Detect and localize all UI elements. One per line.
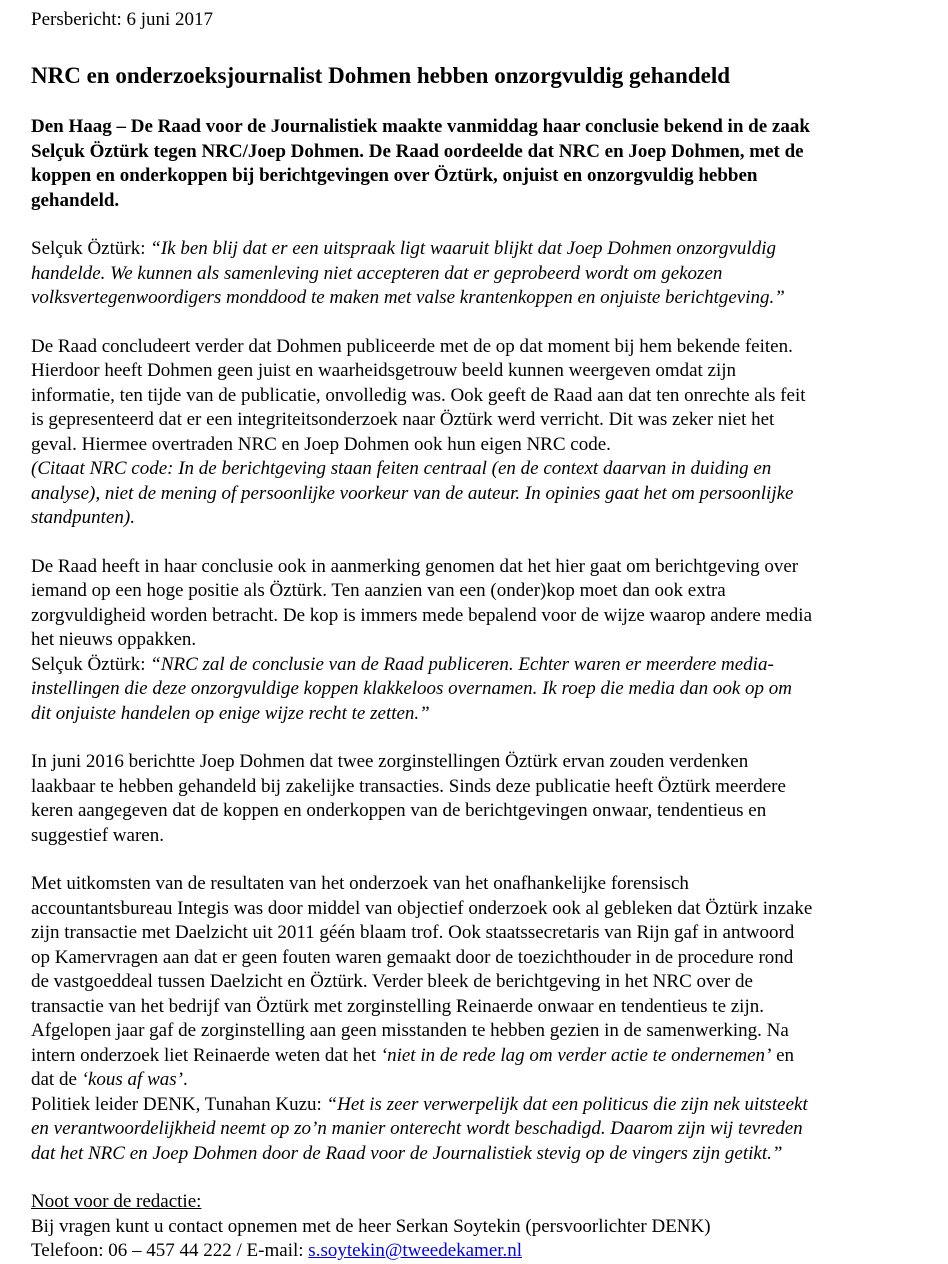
body-line: zijn transactie met Daelzicht uit 2011 géén blaam trof. Ook staatssecretaris van Rijn gaf in antwoord	[31, 922, 795, 943]
body-line: transactie van het bedrijf van Öztürk met zorginstelling Reinaerde onwaar en tendentieus te zijn.	[31, 995, 764, 1017]
lead-paragraph	[31, 115, 921, 213]
lead-line: Den Haag – De Raad voor de Journalistiek maakte vanmiddag haar conclusie bekend in de zaak	[31, 116, 810, 137]
body-line: het nieuws oppakken.	[31, 629, 197, 650]
quote-line	[31, 1093, 921, 1118]
contact-line: Bij vragen kunt u contact opnemen met de heer Serkan Soytekin (persvoorlichter DENK)	[31, 1215, 711, 1237]
body-line: laakbaar te hebben gehandeld bij zakelijke transacties. Sinds deze publicatie heeft Öztürk meerdere	[31, 775, 786, 797]
citation-line: standpunten).	[31, 507, 135, 528]
body-line: accountantsbureau Integis was door middel van objectief onderzoek ook al gebleken dat Öztürk inzake	[31, 897, 813, 919]
quote-speaker: Selçuk Öztürk:	[31, 653, 151, 675]
body-line	[31, 1068, 921, 1093]
body-line: Afgelopen jaar gaf de zorginstelling aan geen misstanden te hebben gezien in de samenwerking. Na	[31, 1020, 789, 1041]
editor-note	[31, 1190, 921, 1264]
lead-line: gehandeld.	[31, 189, 120, 211]
body-line: geval. Hiermee overtraden NRC en Joep Dohmen ook hun eigen NRC code.	[31, 433, 611, 455]
quote-line: dat het NRC en Joep Dohmen door de Raad voor de Journalistiek stevig op de vingers zijn getikt.”	[31, 1142, 783, 1164]
note-heading: Noot voor de redactie:	[31, 1191, 202, 1212]
body-line: is gepresenteerd dat er een integriteitsonderzoek naar Öztürk werd verricht. Dit was zeker niet het	[31, 409, 775, 430]
inline-quote: ‘kous af was’	[81, 1069, 183, 1090]
body-line: informatie, ten tijde van de publicatie, onvolledig was. Ook geeft de Raad aan dat ten onrechte als feit	[31, 384, 806, 406]
citation-line: analyse), niet de mening of persoonlijke voorkeur van de auteur. In opinies gaat het om persoonlijke	[31, 482, 794, 504]
paragraph-juni-2016	[31, 750, 921, 848]
quote-line: dit onjuiste handelen op enige wijze recht te zetten.”	[31, 702, 430, 724]
body-line: op Kamervragen aan dat er geen fouten waren gemaakt door de toezichthouder in de procedure rond	[31, 946, 794, 968]
body-line: Met uitkomsten van de resultaten van het onderzoek van het onafhankelijke forensisch	[31, 873, 689, 894]
body-text: intern onderzoek liet Reinaerde weten dat het	[31, 1044, 381, 1066]
body-line: iemand op een hoge positie als Öztürk. Ten aanzien van een (onder)kop moet dan ook extra	[31, 580, 726, 601]
quote-line: volksvertegenwoordigers monddood te maken met valse krantenkoppen en onjuiste berichtgeving.”	[31, 287, 785, 308]
quote-paragraph-ozturk-1	[31, 237, 921, 311]
press-release-document	[31, 8, 921, 1264]
quote-speaker: Politiek leider DENK, Tunahan Kuzu:	[31, 1093, 327, 1115]
body-text: .	[182, 1069, 188, 1090]
body-text: en	[771, 1044, 795, 1066]
phone-email-line	[31, 1239, 921, 1264]
inline-quote: ‘niet in de rede lag om verder actie te ondernemen’	[380, 1044, 772, 1066]
quote-line	[31, 653, 921, 678]
lead-line: koppen en onderkoppen bij berichtgevingen over Öztürk, onjuist en onzorgvuldig hebben	[31, 165, 758, 186]
quote-text: “NRC zal de conclusie van de Raad publiceren. Echter waren er meerdere media-	[150, 653, 774, 675]
phone-text: Telefoon: 06 – 457 44 222 / E-mail:	[31, 1240, 309, 1261]
quote-line: en verantwoordelijkheid neemt op zo’n manier onterecht wordt beschadigd. Daarom zijn wij tevreden	[31, 1118, 803, 1139]
email-link[interactable]: s.soytekin@tweedekamer.nl	[308, 1240, 523, 1261]
citation-line: (Citaat NRC code: In de berichtgeving staan feiten centraal (en de context daarvan in duiding en	[31, 458, 772, 479]
quote-text: “Ik ben blij dat er een uitspraak ligt waaruit blijkt dat Joep Dohmen onzorgvuldig	[150, 238, 776, 259]
body-line: keren aangegeven dat de koppen en onderkoppen van de berichtgevingen onwaar, tendentieus en	[31, 800, 767, 821]
body-line: In juni 2016 berichtte Joep Dohmen dat twee zorginstellingen Öztürk ervan zouden verdenken	[31, 751, 749, 772]
quote-line: handelde. We kunnen als samenleving niet accepteren dat er geprobeerd wordt om gekozen	[31, 262, 723, 284]
quote-text: “Het is zeer verwerpelijk dat een politicus die zijn nek uitsteekt	[326, 1093, 808, 1115]
body-line: suggestief waren.	[31, 824, 164, 846]
quote-line: instellingen die deze onzorgvuldige koppen klakkeloos overnamen. Ik roep die media dan ook op om	[31, 678, 793, 699]
paragraph-hoge-positie	[31, 555, 921, 727]
page-title: NRC en onderzoeksjournalist Dohmen hebben onzorgvuldig gehandeld	[31, 63, 731, 88]
quote-line	[31, 237, 921, 262]
quote-speaker: Selçuk Öztürk:	[31, 238, 151, 259]
body-line: zorgvuldigheid worden betracht. De kop is immers mede bepalend voor de wijze waarop andere media	[31, 604, 813, 626]
body-line	[31, 1044, 921, 1069]
body-line: Hierdoor heeft Dohmen geen juist en waarheidsgetrouw beeld kunnen weergeven omdat zijn	[31, 360, 737, 381]
body-line: De Raad heeft in haar conclusie ook in aanmerking genomen dat het hier gaat om berichtgeving over	[31, 555, 799, 577]
paragraph-integis-onderzoek	[31, 872, 921, 1166]
dateline: Persbericht: 6 juni 2017	[31, 9, 214, 30]
lead-line: Selçuk Öztürk tegen NRC/Joep Dohmen. De Raad oordeelde dat NRC en Joep Dohmen, met de	[31, 140, 804, 162]
paragraph-raad-conclusie	[31, 335, 921, 531]
body-text: dat de	[31, 1069, 82, 1090]
body-line: De Raad concludeert verder dat Dohmen publiceerde met de op dat moment bij hem bekende feiten.	[31, 335, 793, 357]
body-line: de vastgoeddeal tussen Daelzicht en Öztürk. Verder bleek de berichtgeving in het NRC over de	[31, 971, 753, 992]
